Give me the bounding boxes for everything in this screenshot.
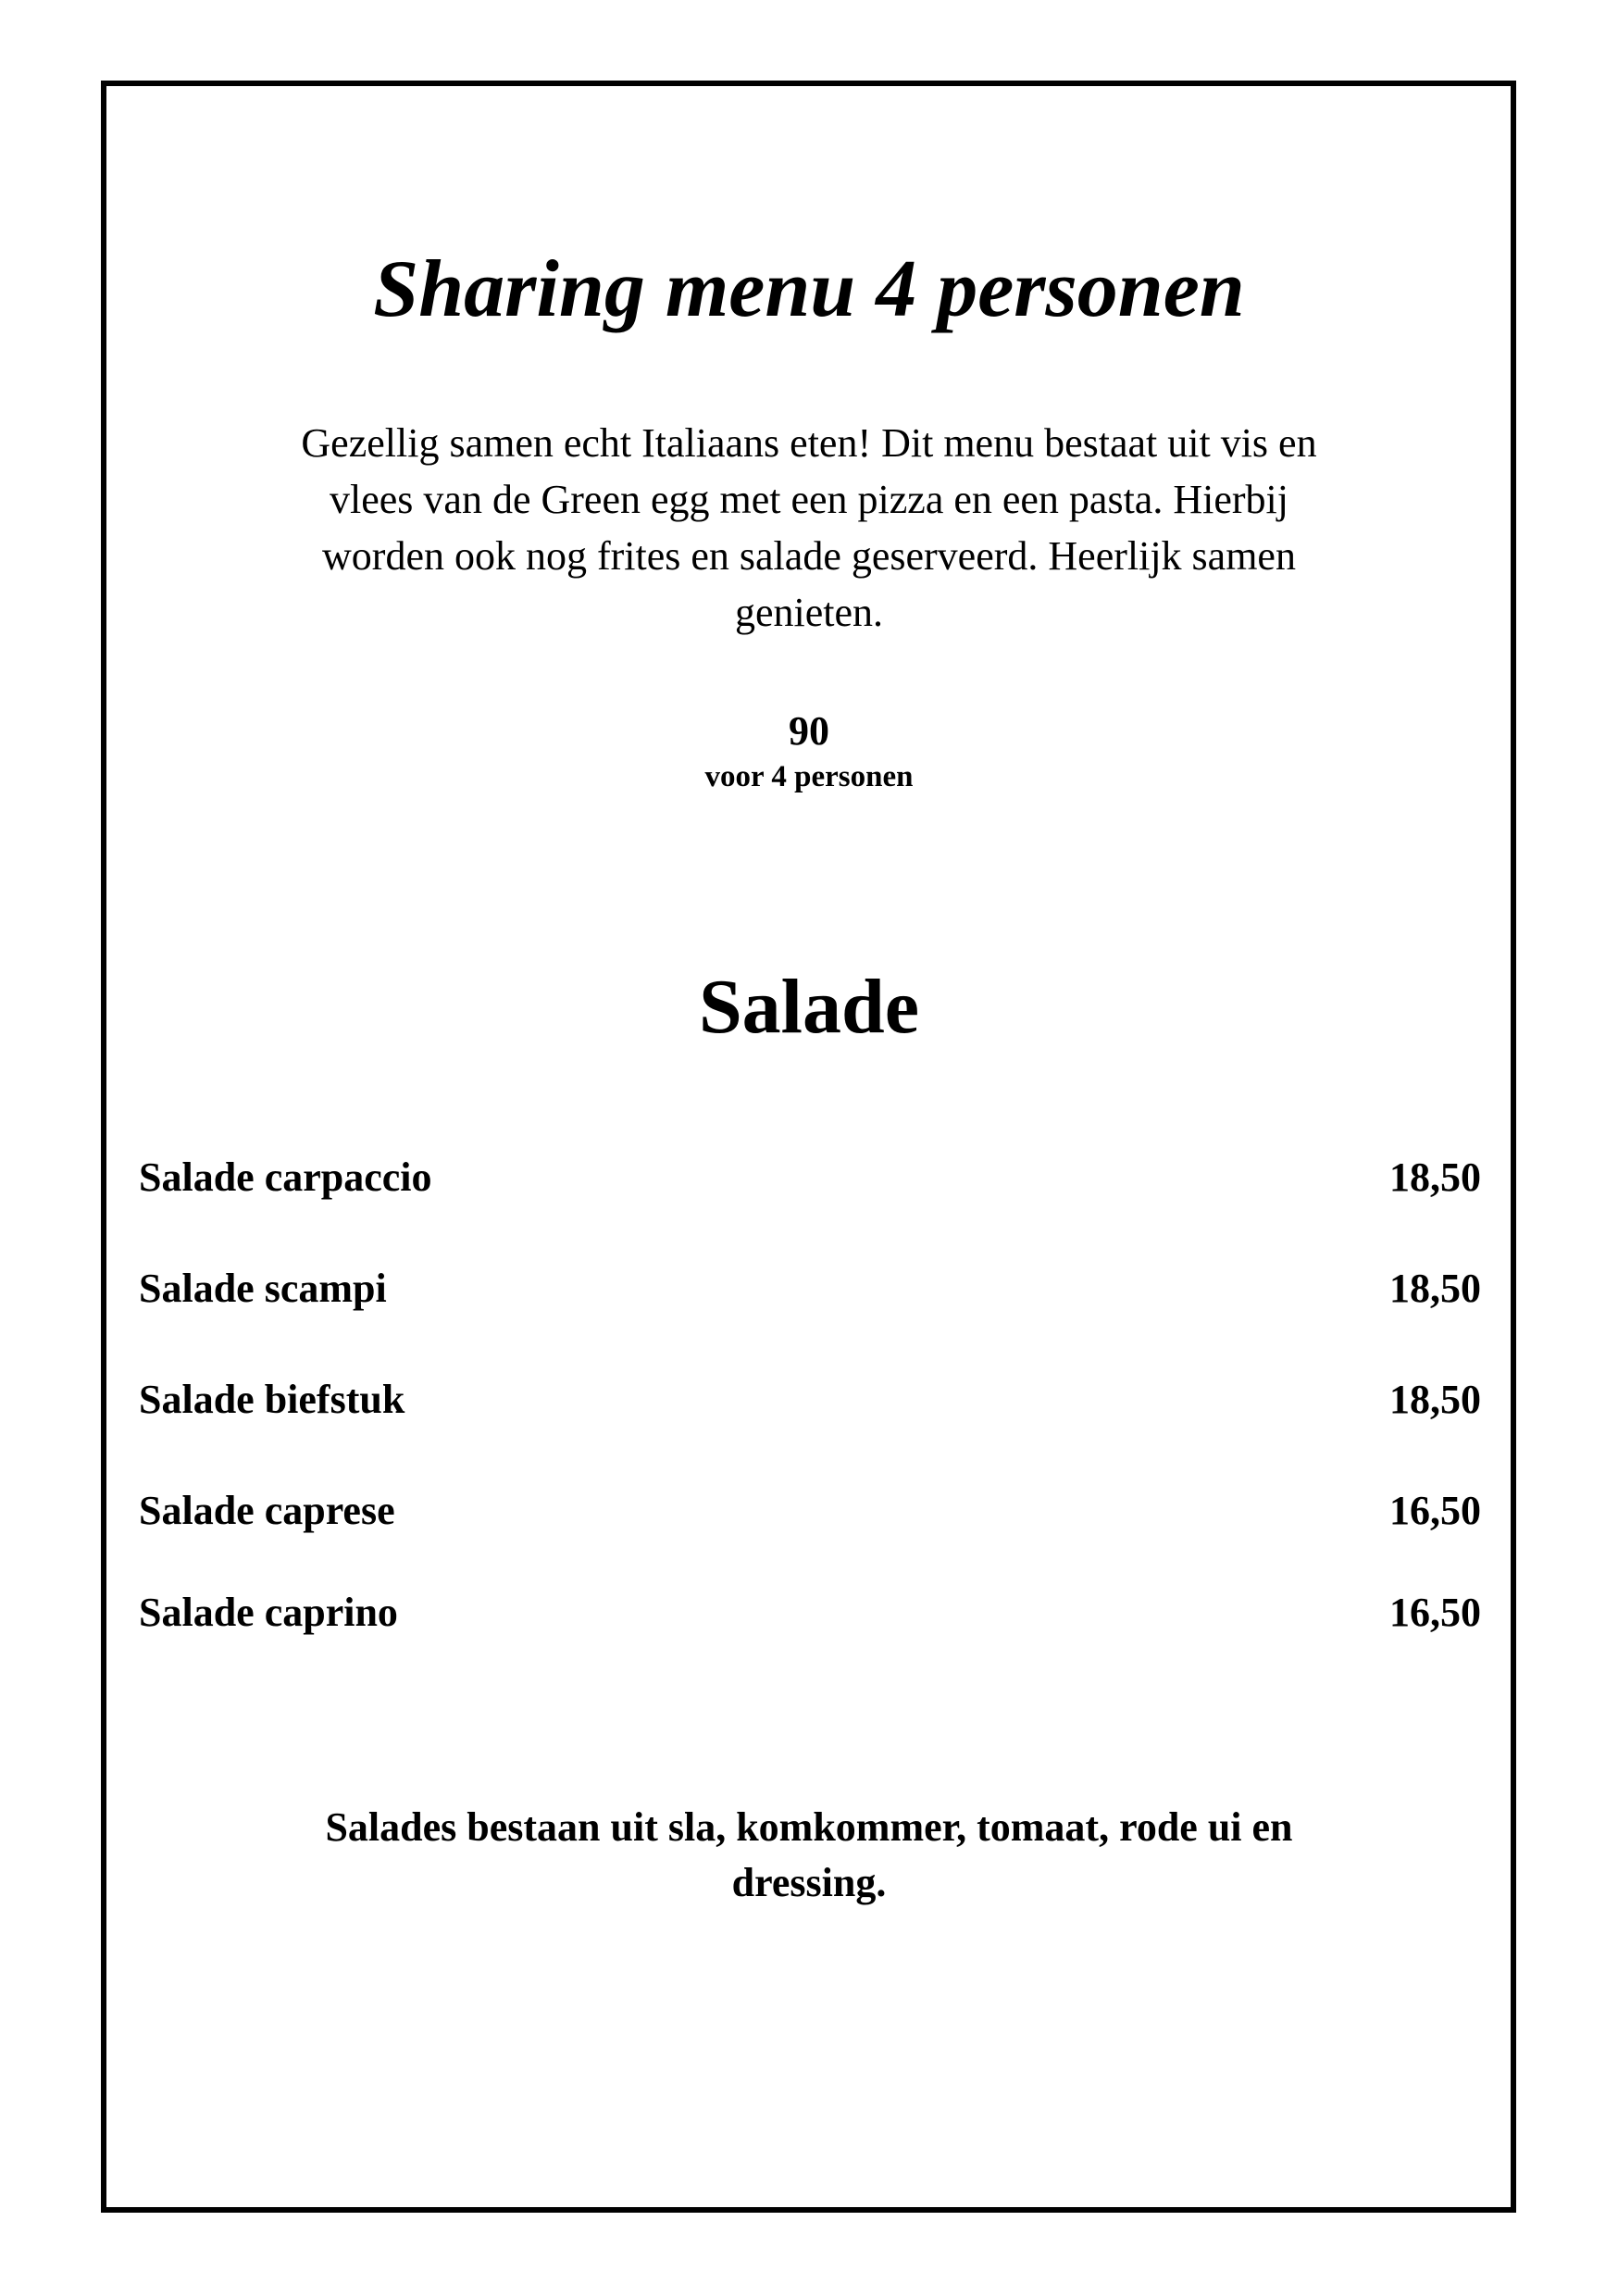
sharing-menu-price: 90	[789, 708, 829, 754]
menu-item-name: Salade scampi	[139, 1266, 387, 1311]
sharing-menu-title: Sharing menu 4 personen	[373, 244, 1245, 334]
menu-item-price: 18,50	[1389, 1154, 1481, 1200]
menu-item-salade-biefstuk	[139, 1372, 1481, 1428]
menu-item-name: Salade biefstuk	[139, 1377, 405, 1422]
menu-item-salade-carpaccio	[139, 1150, 1481, 1205]
menu-item-salade-caprese	[139, 1483, 1481, 1539]
sharing-menu-price-note: voor 4 personen	[704, 760, 914, 793]
menu-item-price: 16,50	[1389, 1590, 1481, 1635]
menu-item-price: 16,50	[1389, 1488, 1481, 1533]
menu-item-price: 18,50	[1389, 1266, 1481, 1311]
menu-item-name: Salade caprino	[139, 1590, 398, 1635]
menu-item-salade-scampi	[139, 1261, 1481, 1316]
menu-item-price: 18,50	[1389, 1377, 1481, 1422]
menu-item-salade-caprino	[139, 1585, 1481, 1641]
sharing-menu-description: Gezellig samen echt Italiaans eten! Dit menu bestaat uit vis en vlees van de Green egg met een pizza en een pasta. Hierbij worden ook nog frites en salade geserveerd. Heerlijk samen genieten.	[301, 420, 1317, 635]
menu-item-name: Salade carpaccio	[139, 1154, 432, 1200]
salade-footnote: Salades bestaan uit sla, komkommer, tomaat, rode ui en dressing.	[325, 1804, 1293, 1905]
salade-section-title: Salade	[698, 964, 920, 1050]
menu-item-name: Salade caprese	[139, 1488, 395, 1533]
